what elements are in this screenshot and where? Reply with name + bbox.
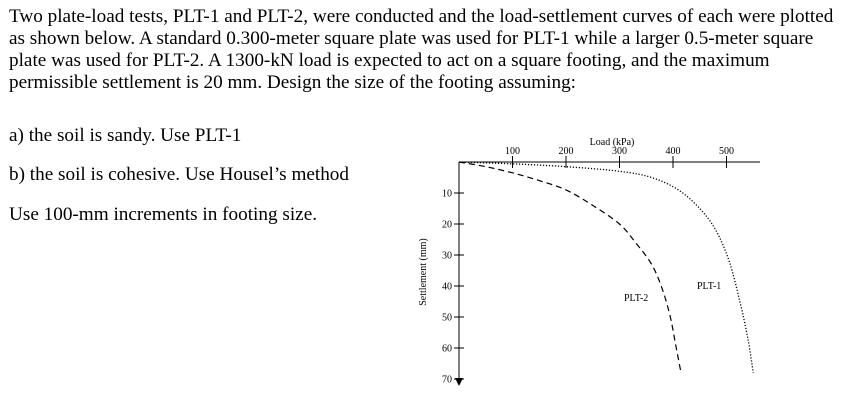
y-tick-label-10: 10 — [442, 188, 452, 200]
x-ticks — [505, 146, 734, 168]
plt-1-curve — [459, 162, 753, 373]
x-tick-label-500: 500 — [719, 146, 734, 157]
y-tick-label-50: 50 — [442, 312, 452, 324]
task-a: a) the soil is sandy. Use PLT-1 — [9, 125, 242, 146]
y-tick-label-40: 40 — [442, 281, 452, 293]
task-b: b) the soil is cohesive. Use Housel’s method — [9, 164, 349, 185]
x-tick-label-100: 100 — [505, 146, 520, 157]
plt-1-label: PLT-1 — [697, 281, 722, 292]
y-tick-label-20: 20 — [442, 219, 452, 231]
y-ticks — [442, 189, 464, 386]
y-tick-label-30: 30 — [442, 250, 452, 262]
x-tick-label-400: 400 — [665, 146, 681, 157]
x-tick-label-200: 200 — [558, 146, 574, 157]
x-axis-title: Load (kPa) — [589, 137, 635, 148]
chart-series — [459, 162, 753, 373]
chart-axes — [459, 162, 760, 382]
plt-2-label: PLT-2 — [624, 293, 649, 304]
footing-increment-note: Use 100-mm increments in footing size. — [9, 204, 318, 225]
y-tick-label-60: 60 — [442, 343, 452, 355]
plt-2-curve — [459, 162, 681, 373]
problem-text: Two plate-load tests, PLT-1 and PLT-2, were conducted and the load-settlement curves of each were plotted as shown below. A standard 0.300-meter square plate was used for PLT-1 while a larger 0.5-meter square plate was used for PLT-2. A 1300-kN load is expected to act on a square footing, and the maximum permissible settlement is 20 mm. Design the size of the footing assuming: — [9, 6, 834, 93]
y-tick-label-70: 70 — [442, 374, 452, 386]
y-axis-title: Settlement (mm) — [418, 238, 429, 306]
x-tick-label-300: 300 — [612, 146, 627, 157]
